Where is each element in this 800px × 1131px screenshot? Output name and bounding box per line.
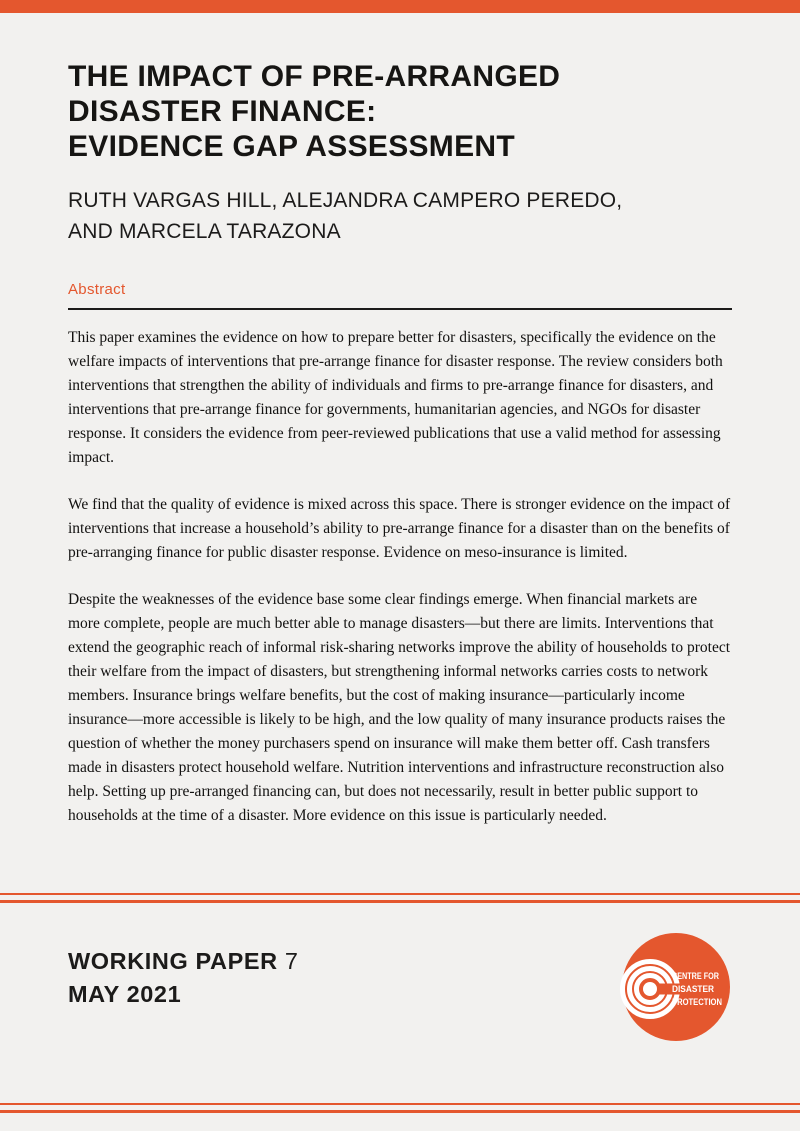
footer-bottom-divider (0, 1103, 800, 1113)
title-line: EVIDENCE GAP ASSESSMENT (68, 130, 515, 164)
abstract-paragraph-2: We find that the quality of evidence is mixed across this space. There is stronger evidence on the impact of interventions that increase a household’s ability to pre-arrange finance for a disaster than on the benefits of pre-arranging finance for public disaster response. Evidence on meso-insurance is limited. (68, 496, 731, 562)
logo-text-line: PROTECTION (672, 997, 723, 1008)
footer-top-divider (0, 893, 800, 903)
top-accent-bar (0, 0, 800, 13)
paper-authors (68, 186, 732, 247)
logo-text-line: CENTRE FOR (672, 971, 720, 982)
footer-content (0, 903, 800, 1103)
cover-content (0, 59, 800, 828)
title-line: DISASTER FINANCE: (68, 95, 377, 129)
series-label: WORKING PAPER (68, 948, 278, 974)
abstract-divider-line (68, 308, 732, 310)
series-number: 7 (284, 948, 299, 974)
working-paper-info (68, 945, 299, 1011)
abstract-paragraph-1: This paper examines the evidence on how to prepare better for disasters, specifically the evidence on the welfare impacts of interventions that pre-arrange finance for disaster response. The review considers both interventions that strengthen the ability of individuals and firms to pre-arrange finance for disasters, and interventions that pre-arrange finance for governments, humanitarian agencies, and NGOs for disaster response. It considers the evidence from peer-reviewed publications that use a valid method for assessing impact. (68, 329, 723, 467)
cdp-logo (620, 931, 732, 1043)
title-line: THE IMPACT OF PRE-ARRANGED (68, 60, 561, 93)
cover-footer (0, 893, 800, 1131)
working-paper-line (68, 945, 299, 978)
logo-text-line: DISASTER (672, 984, 715, 995)
paper-title (68, 59, 732, 164)
abstract-label: Abstract (68, 281, 126, 299)
ripple-center-dot (643, 982, 657, 996)
bottom-margin-strip (0, 1113, 800, 1131)
abstract-paragraph-3: Despite the weaknesses of the evidence base some clear findings emerge. When financial markets are more complete, people are much better able to manage disasters—but there are limits. Interventions that extend the geographic reach of informal risk-sharing networks improve the ability of households to protect their welfare from the impact of disasters, but strengthening informal networks carries costs to network members. Insurance brings welfare benefits, but the cost of making insurance—particularly income insurance—more accessible is likely to be high, and the low quality of many insurance products raises the question of whether the money purchasers spend on insurance will make them better off. Cash transfers made in disasters protect household welfare. Nutrition interventions and infrastructure reconstruction also help. Setting up pre-arranged financing can, but does not necessarily, result in better public support to households at the time of a disaster. More evidence on this issue is particularly needed. (68, 591, 731, 825)
publication-date: MAY 2021 (68, 980, 182, 1007)
authors-line: AND MARCELA TARAZONA (68, 219, 341, 243)
authors-line: RUTH VARGAS HILL, ALEJANDRA CAMPERO PEREDO, (68, 189, 623, 213)
